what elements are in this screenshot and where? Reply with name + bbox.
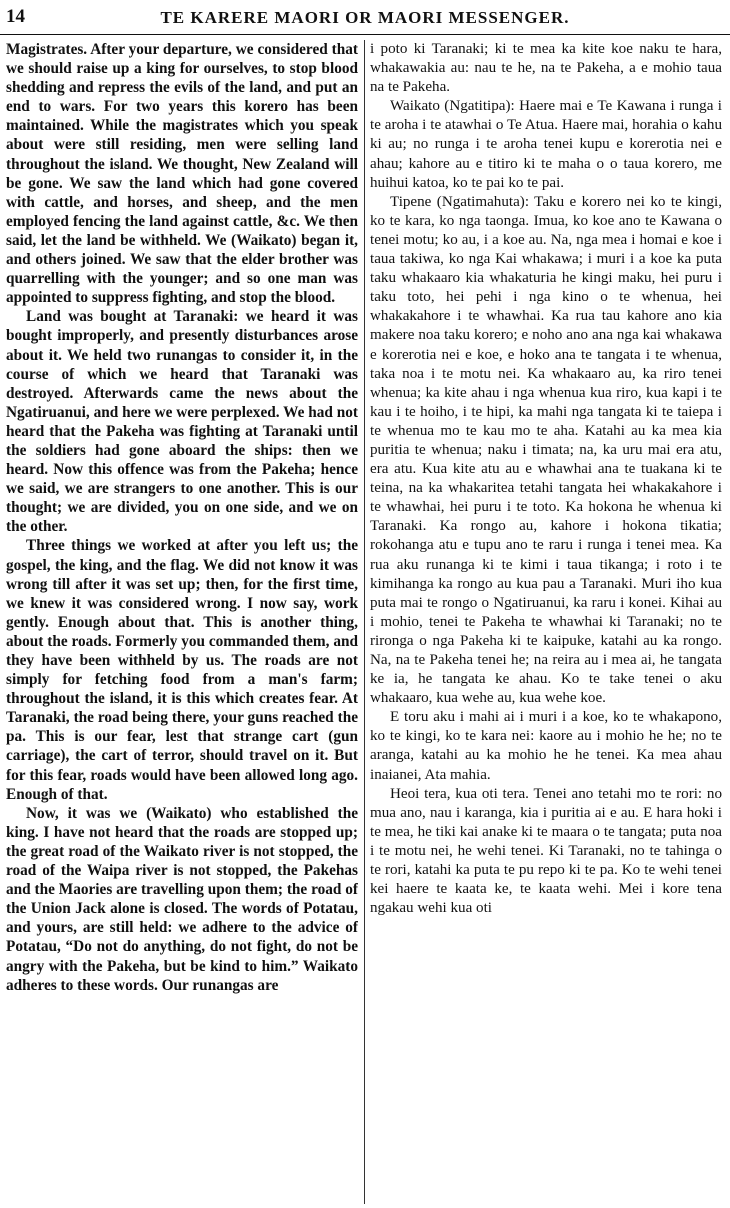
maori-column (370, 40, 722, 1206)
paragraph: Now, it was we (Waikato) who established the king. I have not heard that the roads are stopped up; the great road of the Waikato river is not stopped, the road of the Waipa river is not stopped, the Pakehas and the Maories are travelling upon them; the road of the Union Jack alone is closed. The words of Potatau, and yours, are still held: we adhere to the advice of Potatau, “Do not do anything, do not fight, do not be angry with the Pakeha, but be kind to him.” Waikato adheres to these words. Our runangas are (6, 804, 358, 994)
header-rule (0, 34, 730, 35)
paragraph: Land was bought at Taranaki: we heard it was bought improperly, and presently disturbances arose about it. We held two runangas to consider it, in the course of which we heard that Taranaki was destroyed. Afterwards came the news about the Ngatiruanui, and here we were perplexed. We had not heard that the Pakeha was fighting at Taranaki until the soldiers had gone aboard the ships: then we heard. Now this offence was from the Pakeha; hence we said, we are strangers to one another. This is our thought; we are divided, you on one side, and we on the other. (6, 308, 358, 536)
paragraph: Magistrates. After your departure, we considered that we should raise up a king for ourselves, to stop blood shedding and repress the evils of the land, and put an end to wars. For two years this korero has been maintained. While the magistrates which you speak about were still residing, men were selling land throughout the island. We thought, New Zealand will be gone. We saw the land which had gone covered with cattle, and horses, and sheep, and the men employed fencing the land against cattle, &c. We then said, let the land be withheld. We (Waikato) began it, and others joined. We saw that the elder brother was quarrelling with the younger; and so one man was appointed to suppress fighting, and stop the blood. (6, 41, 358, 307)
paragraph: Waikato (Ngatitipa): Haere mai e Te Kawana i runga i te aroha i te atawhai o Te Atua. Haere mai, horahia o kahu ki au; no runga i te aroha tenei kupu e korerotia nei e ahau; kahore au e titiro ki te maha o o taua korero, me huihui katoa, ko te pai ko te pai. (370, 98, 722, 191)
paragraph: Three things we worked at after you left us; the gospel, the king, and the flag. We did not know it was wrong till after it was set up; then, for the first time, we knew it was considered wrong. I now say, work gently. Enough about that. This is another thing, about the roads. Formerly you commanded them, and they have been withheld by us. The roads are not simply for fetching food from a man's farm; throughout the island, it is this which creates fear. At Taranaki, the road being there, your guns reached the pa. This is our fear, lest that strange cart (gun carriage), the cart of terror, should travel on it. But for this fear, roads would have been allowed long ago. Enough of that. (6, 537, 358, 803)
column-divider (364, 40, 365, 1204)
paragraph: E toru aku i mahi ai i muri i a koe, ko te whakapono, ko te kingi, ko te kara nei: kaore au i mohio he he; no te aranga, katahi au ka mohio he he tenei. Ka mea ahau inaianei, Ata mahia. (370, 709, 722, 783)
paragraph: Heoi tera, kua oti tera. Tenei ano tetahi mo te rori: no mua ano, nau i karanga, kia i puritia ai e au. E hara hoki i te mea, he tiki kai anake ki te maara o te tangata; puta noa i te motu nei, he wehi tenei. Ki Taranaki, no te tahinga o te rori, katahi ka puta te pu repo ki te pa. Ko te wehi tenei kei haere te kaata ke, te kaata wehi. Mei i kore tena ngakau wehi kua oti (370, 785, 722, 917)
paragraph: i poto ki Taranaki; ki te mea ka kite koe naku te hara, whakawakia au: nau te he, na te Pakeha, a e mohio taua na te Pakeha. (370, 41, 722, 96)
page-header (0, 0, 730, 40)
paragraph: Tipene (Ngatimahuta): Taku e korero nei ko te kingi, ko te kara, ko nga taonga. Imua, ko koe ano te Kawana o tenei motu; ko au, i a koe au. Na, nga mea i homai e koe i taua takiwa, ko nga Kai whakawa; i muri i a koe ka puta taku whakaaro kia whakaturia he kingi maku, hei puru i taku toto, hei pehi i nga kino o te whenua, hei whakakahore i te whawhai. Ka rua tau kahore ano kia makere noa taku korero; e noho ano ana nga kai whakawa e korerotia nei e koe, e hoko ana te tangata i te whenua, taka noa i te motu nei. Ka whakaaro au, ka riro tenei whenua; ka kite ahau i nga whenua kua riro, kua kapi i te kau i te hoiho, i te hipi, ka mahi nga tangata ki te taiepa i te whenua mo te kau mo te aha. Katahi au ka mea kia puritia te whenua; naku i timata; na, ka uru mai era atu, era atu. Kua kite atu au e whawhai ana te tuakana ki te teina, na ka whakaritea tetahi tangata hei whakakahore i te whawhai, hei puru i te toto. Ka hokona he whenua ki Taranaki. Ka rongo au, kahore i hokona tikatia; rokohanga atu e tupu ano te raru i runga i tenei mea. Ka rua aku runanga ki te kimi i taua tikanga; i roto i te kimihanga ka rongo au kua pau a Taranaki. Muri iho kua puta mai te rongo o Ngatiruanui, ka raru i konei. Kihai au i mohio, tenei te Pakeha te whawhai ki Taranaki; no te rironga o nga Pakeha ki te kaipuke, katahi au ka rongo. Na, na te Pakeha tenei he; na reira au i mea ai, he tangata ke ia, he tangata ke ahau. Ko te take tenei o aku whakaaro, kua wehe au, kua wehe koe. (370, 193, 722, 707)
running-title: TE KARERE MAORI OR MAORI MESSENGER. (160, 8, 570, 27)
english-column (6, 40, 358, 1206)
page-number: 14 (6, 6, 25, 27)
